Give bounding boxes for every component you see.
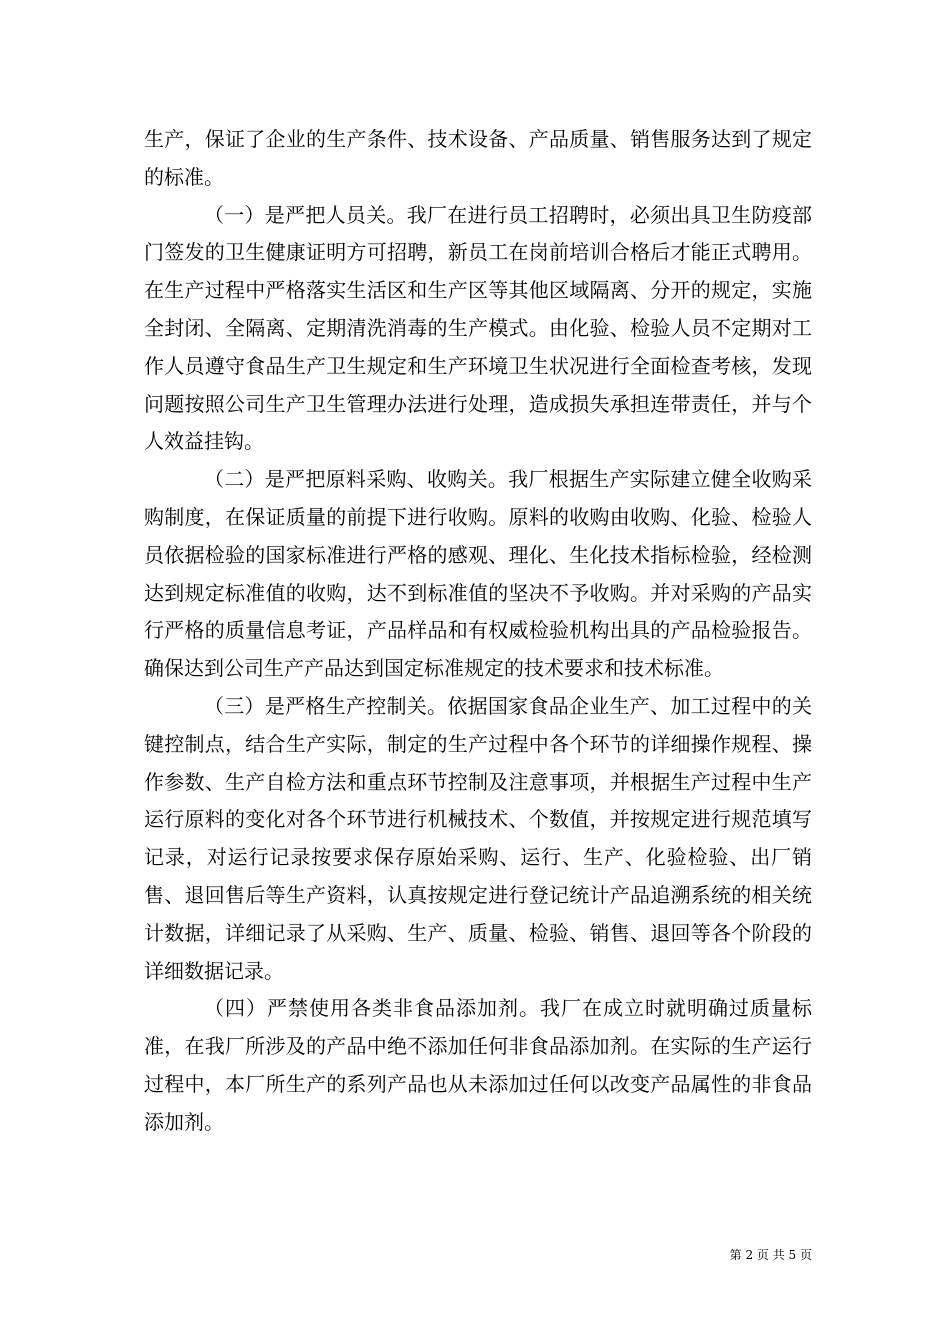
paragraph-procurement: （二）是严把原料采购、收购关。我厂根据生产实际建立健全收购采购制度，在保证质量的前提下进行收购。原料的收购由收购、化验、检验人员依据检验的国家标准进行严格的感观、理化、生化技术指标检验，经检测达到规定标准值的收购，达不到标准值的坚决不予收购。并对采购的产品实行严格的质量信息考证，产品样品和有权威检验机构出具的产品检验报告。确保达到公司生产产品达到国定标准规定的技术要求和技术标准。 (144, 467, 812, 681)
paragraph-continuation: 生产，保证了企业的生产条件、技术设备、产品质量、销售服务达到了规定的标准。 (144, 127, 812, 189)
document-body (144, 121, 812, 1142)
page-number: 第 2 页 共 5 页 (729, 1248, 812, 1262)
paragraph-production-control: （三）是严格生产控制关。依据国家食品企业生产、加工过程中的关键控制点，结合生产实际，制定的生产过程中各个环节的详细操作规程、操作参数、生产自检方法和重点环节控制及注意事项，并根据生产过程中生产运行原料的变化对各个环节进行机械技术、个数值，并按规定进行规范填写记录，对运行记录按要求保存原始采购、运行、生产、化验检验、出厂销售、退回售后等生产资料，认真按规定进行登记统计产品追溯系统的相关统计数据，详细记录了从采购、生产、质量、检验、销售、退回等各个阶段的详细数据记录。 (144, 693, 812, 983)
paragraph-additives: （四）严禁使用各类非食品添加剂。我厂在成立时就明确过质量标准，在我厂所涉及的产品中绝不添加任何非食品添加剂。在实际的生产运行过程中，本厂所生产的系列产品也从未添加过任何以改变产品属性的非食品添加剂。 (144, 996, 812, 1134)
paragraph-personnel: （一）是严把人员关。我厂在进行员工招聘时，必须出具卫生防疫部门签发的卫生健康证明方可招聘，新员工在岗前培训合格后才能正式聘用。在生产过程中严格落实生活区和生产区等其他区域隔离、分开的规定，实施全封闭、全隔离、定期清洗消毒的生产模式。由化验、检验人员不定期对工作人员遵守食品生产卫生规定和生产环境卫生状况进行全面检查考核，发现问题按照公司生产卫生管理办法进行处理，造成损失承担连带责任，并与个人效益挂钩。 (144, 202, 812, 454)
